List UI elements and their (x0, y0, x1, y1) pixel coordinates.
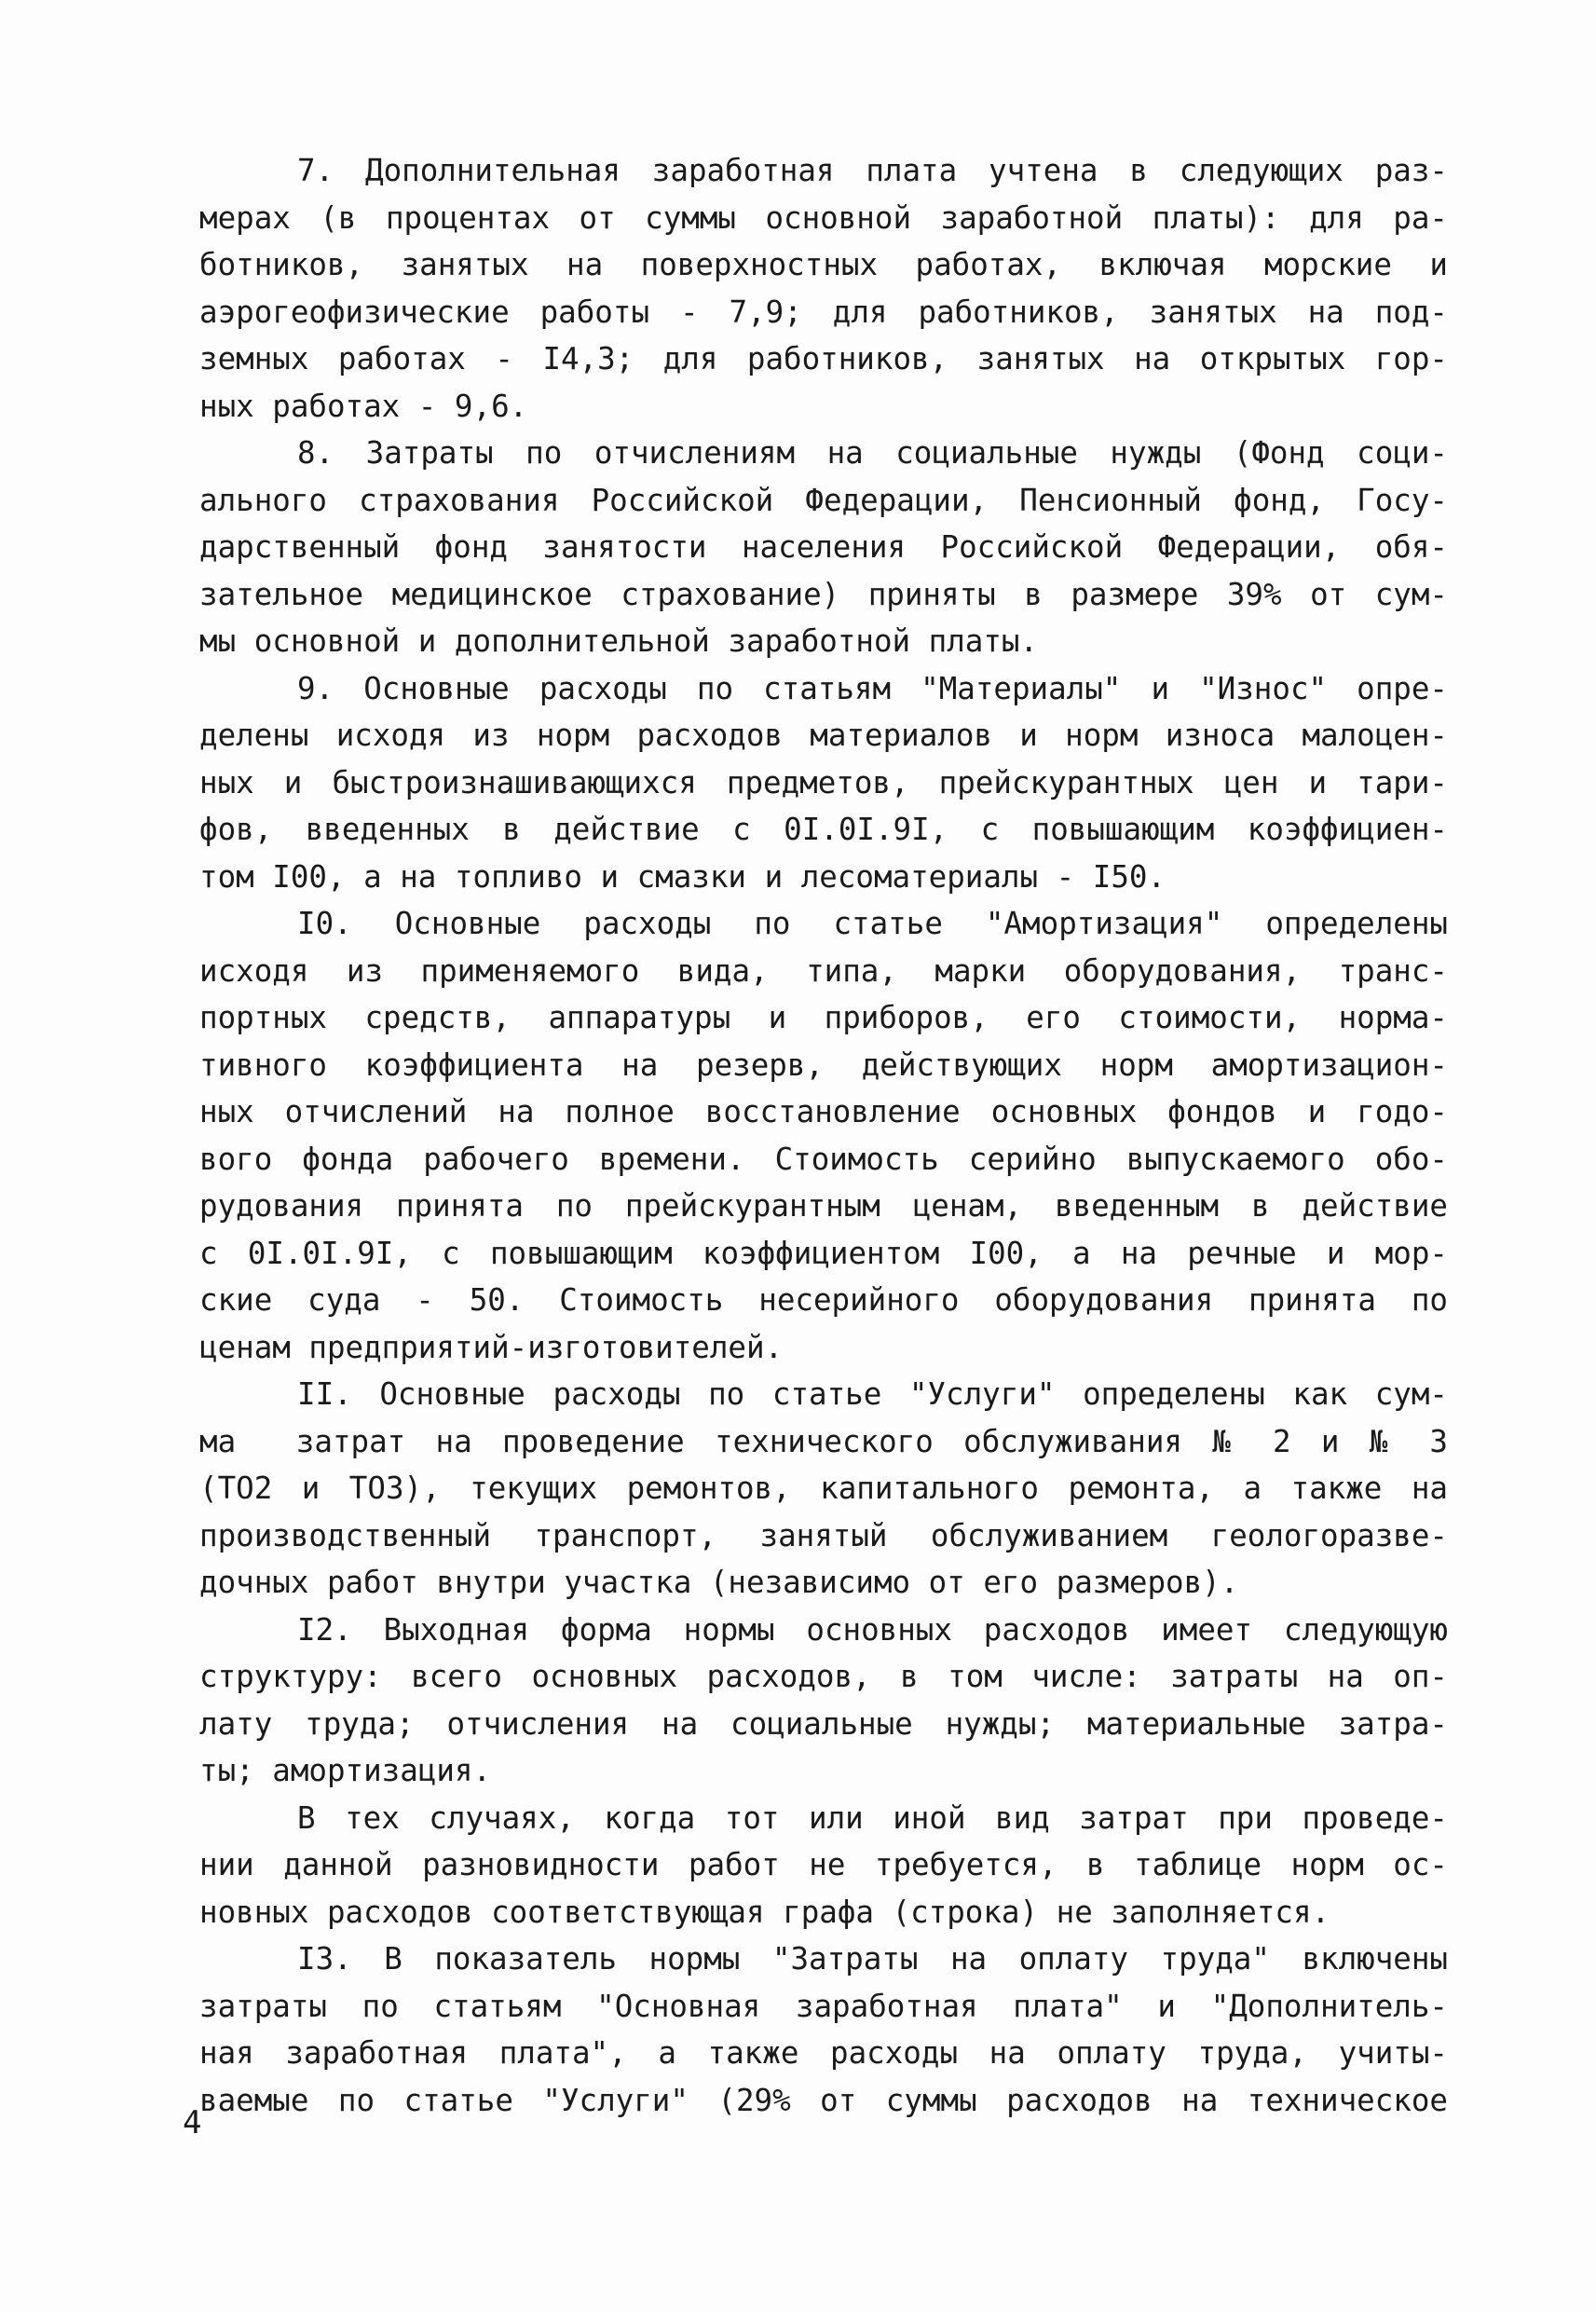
text-line: ваемые по статье "Услуги" (29% от суммы расходов на техническое (199, 2082, 1448, 2118)
text-line: (ТО2 и ТО3), текущих ремонтов, капитального ремонта, а также на (199, 1471, 1448, 1506)
text-line: 8. Затраты по отчислениям на социальные нужды (Фонд соци- (297, 435, 1448, 471)
text-line: I2. Выходная форма нормы основных расходов имеет следующую (297, 1611, 1448, 1648)
text-line: ных отчислений на полное восстановление основных фондов и годо- (199, 1094, 1448, 1129)
text-line: новных расходов соответствующая графа (строка) не заполняется. (199, 1894, 1330, 1930)
text-line: II. Основные расходы по статье "Услуги" определены как сум- (297, 1376, 1448, 1412)
text-line: ценам предприятий-изготовителей. (199, 1329, 784, 1365)
text-line: производственный транспорт, занятый обслуживанием геологоразве- (199, 1517, 1448, 1553)
text-line: рудования принята по прейскурантным ценам, введенным в действие (199, 1188, 1448, 1224)
text-line: ты; амортизация. (199, 1753, 492, 1788)
text-line: 9. Основные расходы по статьям "Материалы" и "Износ" опре- (297, 670, 1448, 706)
text-line: ма затрат на проведение технического обслуживания № 2 и № 3 (199, 1423, 1448, 1459)
text-line: В тех случаях, когда тот или иной вид затрат при проведе- (297, 1799, 1448, 1836)
text-line: том I00, а на топливо и смазки и лесоматериалы - I50. (199, 858, 1166, 895)
text-line: портных средств, аппаратуры и приборов, его стоимости, норма- (199, 1000, 1448, 1035)
text-line: ботников, занятых на поверхностных работах, включая морские и (199, 247, 1448, 282)
text-line: ские суда - 50. Стоимость несерийного оборудования принята по (199, 1282, 1448, 1318)
text-line: исходя из применяемого вида, типа, марки оборудования, транс- (199, 952, 1448, 989)
text-line: затраты по статьям "Основная заработная плата" и "Дополнитель- (199, 1988, 1448, 2024)
text-line: вого фонда рабочего времени. Стоимость серийно выпускаемого обо- (199, 1141, 1448, 1177)
text-line: ального страхования Российской Федерации, Пенсионный фонд, Госу- (199, 482, 1448, 518)
body-text (199, 147, 1448, 2124)
text-line: зательное медицинское страхование) приняты в размере 39% от сум- (199, 576, 1448, 612)
text-line: фов, введенных в действие с 0I.0I.9I, с повышающим коэффициен- (199, 812, 1448, 847)
text-line: дочных работ внутри участка (независимо от его размеров). (199, 1565, 1239, 1600)
page-number: 4 (183, 2104, 202, 2141)
text-line: лату труда; отчисления на социальные нужды; материальные затра- (199, 1705, 1448, 1742)
text-line: ная заработная плата", а также расходы на оплату труда, учиты- (199, 2035, 1448, 2071)
text-line: нии данной разновидности работ не требуется, в таблице норм ос- (199, 1847, 1448, 1882)
text-line: земных работах - I4,3; для работников, занятых на открытых гор- (199, 341, 1448, 376)
text-line: структуру: всего основных расходов, в том числе: затраты на оп- (199, 1659, 1448, 1694)
text-line: I3. В показатель нормы "Затраты на оплату труда" включены (297, 1941, 1448, 1977)
text-line: ных и быстроизнашивающихся предметов, прейскурантных цен и тари- (199, 764, 1448, 800)
text-line: мы основной и дополнительной заработной платы. (199, 623, 1039, 659)
text-line: тивного коэффициента на резерв, действующих норм амортизацион- (199, 1047, 1448, 1083)
text-line: I0. Основные расходы по статье "Амортизация" определены (297, 906, 1448, 941)
text-line: делены исходя из норм расходов материалов и норм износа малоцен- (199, 718, 1448, 753)
text-line: ных работах - 9,6. (199, 388, 528, 424)
text-line: с 0I.0I.9I, с повышающим коэффициентом I00, а на речные и мор- (199, 1235, 1448, 1271)
text-line: мерах (в процентах от суммы основной заработной платы): для ра- (199, 199, 1448, 236)
text-line: 7. Дополнительная заработная плата учтена в следующих раз- (297, 153, 1448, 188)
text-line: аэрогеофизические работы - 7,9; для работников, занятых на под- (199, 294, 1448, 330)
text-line: дарственный фонд занятости населения Российской Федерации, обя- (199, 529, 1448, 565)
